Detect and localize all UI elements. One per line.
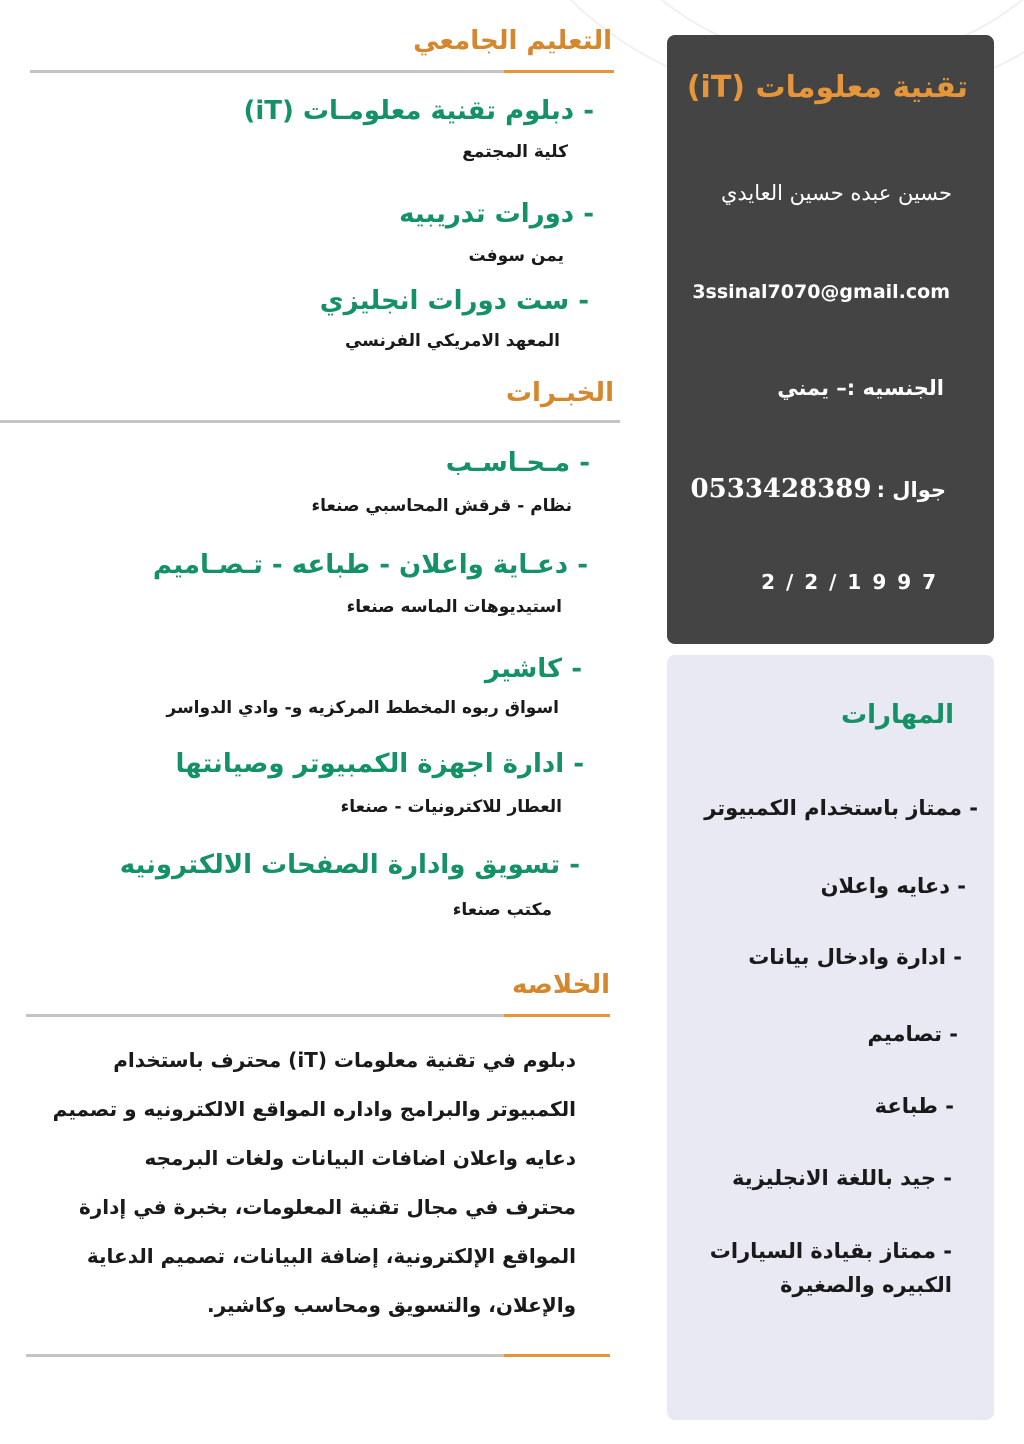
experience-item-title: - دعـاية واعلان - طباعه - تـصـاميم [152,550,588,580]
profile-nationality: الجنسيه :– يمني [777,376,944,400]
education-item-title: - دبلوم تقنية معلومـات (iT) [243,96,594,126]
education-item-sub: يمن سوفت [468,246,564,266]
footer-divider-accent [504,1354,610,1357]
skill-item: - تصاميم [867,1022,958,1046]
phone-number: 0533428389 [690,474,872,504]
skill-item: - جيد باللغة الانجليزية [732,1166,952,1190]
experience-item-title: - تسويق وادارة الصفحات الالكترونيه [119,850,580,880]
profile-card [667,35,994,644]
experience-item-title: - ادارة اجهزة الكمبيوتر وصيانتها [175,749,584,779]
skill-item: - ادارة وادخال بيانات [748,945,962,969]
education-heading: التعليم الجامعي [413,26,612,56]
summary-line: الكمبيوتر والبرامج واداره المواقع الالكترونيه و تصميم [52,1097,576,1121]
summary-divider-accent [504,1014,610,1017]
education-item-sub: كلية المجتمع [462,142,568,162]
summary-line: والإعلان، والتسويق ومحاسب وكاشير. [207,1293,576,1317]
profile-email: 3ssinal7070@gmail.com [692,281,950,303]
profile-phone-row [691,474,946,504]
summary-heading: الخلاصه [511,970,610,1000]
experience-heading: الخبـرات [505,378,614,408]
skill-item: - ممتاز باستخدام الكمبيوتر [704,796,978,820]
summary-line: دعايه واعلان اضافات البيانات ولغات البرمجه [144,1146,576,1170]
phone-label: جوال : [876,478,946,502]
experience-item-sub: العطار للاكترونيات - صنعاء [340,797,562,817]
skill-item: - دعايه واعلان [820,874,966,898]
summary-line: دبلوم في تقنية معلومات (iT) محترف باستخدام [113,1048,576,1072]
education-item-title: - دورات تدريبيه [399,199,594,229]
experience-item-sub: نظام - قرقش المحاسبي صنعاء [311,496,572,516]
profile-name: حسين عبده حسين العايدي [720,181,952,205]
experience-item-sub: اسواق ربوه المخطط المركزيه و- وادي الدواسر [166,698,559,718]
skill-item: - طباعة [874,1094,954,1118]
experience-divider [0,420,620,423]
summary-line: محترف في مجال تقنية المعلومات، بخبرة في إدارة [78,1195,576,1219]
education-divider-accent [504,70,614,73]
summary-line: المواقع الإلكترونية، إضافة البيانات، تصميم الدعاية [86,1244,576,1268]
profile-birthdate: 2 / 2 / 1 9 9 7 [761,570,938,594]
experience-item-title: - كاشير [484,654,582,684]
education-item-title: - ست دورات انجليزي [319,286,589,316]
profile-title: تقنية معلومات (iT) [686,70,968,105]
experience-item-title: - مـحـاسـب [445,448,590,478]
skills-heading: المهارات [840,700,954,730]
education-item-sub: المعهد الامريكي الفرنسي [344,331,560,351]
experience-item-sub: استيديوهات الماسه صنعاء [346,597,562,617]
skill-item: - ممتاز بقيادة السيارات الكبيره والصغيرة [709,1239,952,1297]
experience-item-sub: مكتب صنعاء [452,900,552,920]
